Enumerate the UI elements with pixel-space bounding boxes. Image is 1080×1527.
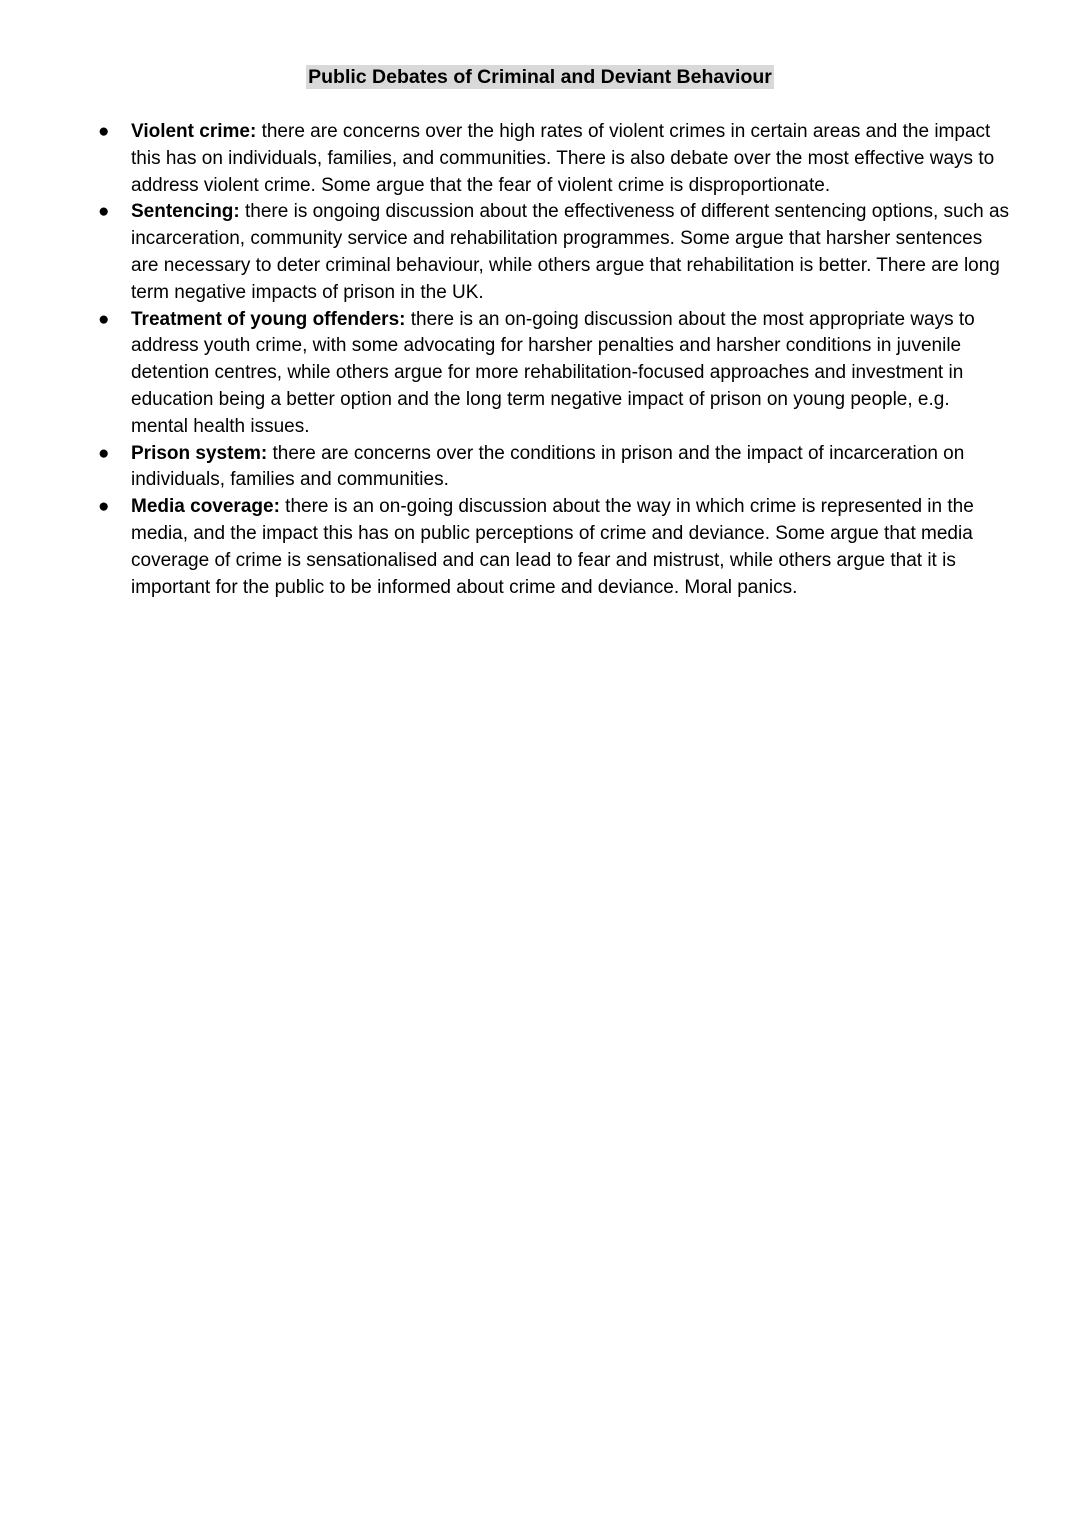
bullet-icon: ●: [98, 201, 110, 223]
list-item-sentencing: [98, 199, 1011, 306]
list-item-media-coverage: [98, 494, 1011, 601]
title-container: [0, 64, 1080, 90]
item-term: Treatment of young offenders:: [131, 308, 406, 330]
item-text: there is an on-going discussion about the way in which crime is represented in the media, and the impact this has on public perceptions of crime and deviance. Some argue that media coverage of crime is sensationalised and can lead to fear and mistrust, while others argue that it is important for the public to be informed about crime and deviance. Moral panics.: [131, 496, 974, 598]
bullet-icon: ●: [98, 496, 110, 518]
item-term: Media coverage:: [131, 496, 280, 518]
list-item-young-offenders: [98, 307, 1011, 441]
item-text: there is ongoing discussion about the effectiveness of different sentencing options, such as incarceration, community service and rehabilitation programmes. Some argue that harsher sentences are necessary to deter criminal behaviour, while others argue that rehabilitation is better. There are long term negative impacts of prison in the UK.: [131, 201, 1010, 303]
list-item-prison-system: [98, 441, 1011, 495]
page-title: Public Debates of Criminal and Deviant Behaviour: [308, 66, 772, 88]
bullet-icon: ●: [98, 121, 110, 142]
item-text: there are concerns over the conditions in prison and the impact of incarceration on individuals, families and communities.: [131, 442, 965, 491]
item-term: Violent crime:: [131, 121, 257, 142]
list-item-violent-crime: [98, 119, 1011, 199]
bullet-icon: ●: [98, 442, 110, 464]
item-term: Prison system:: [131, 442, 268, 464]
item-text: there are concerns over the high rates of violent crimes in certain areas and the impact this has on individuals, families, and communities. There is also debate over the most effective ways to address violent crime. Some argue that the fear of violent crime is disproportionate.: [131, 121, 995, 196]
item-text: there is an on-going discussion about the most appropriate ways to address youth crime, with some advocating for harsher penalties and harsher conditions in juvenile detention centres, while others argue for more rehabilitation-focused approaches and investment in education being a better option and the long term negative impact of prison on young people, e.g. mental health issues.: [131, 308, 975, 437]
bullet-icon: ●: [98, 308, 110, 330]
debate-list: [98, 119, 1011, 601]
item-term: Sentencing:: [131, 201, 240, 223]
